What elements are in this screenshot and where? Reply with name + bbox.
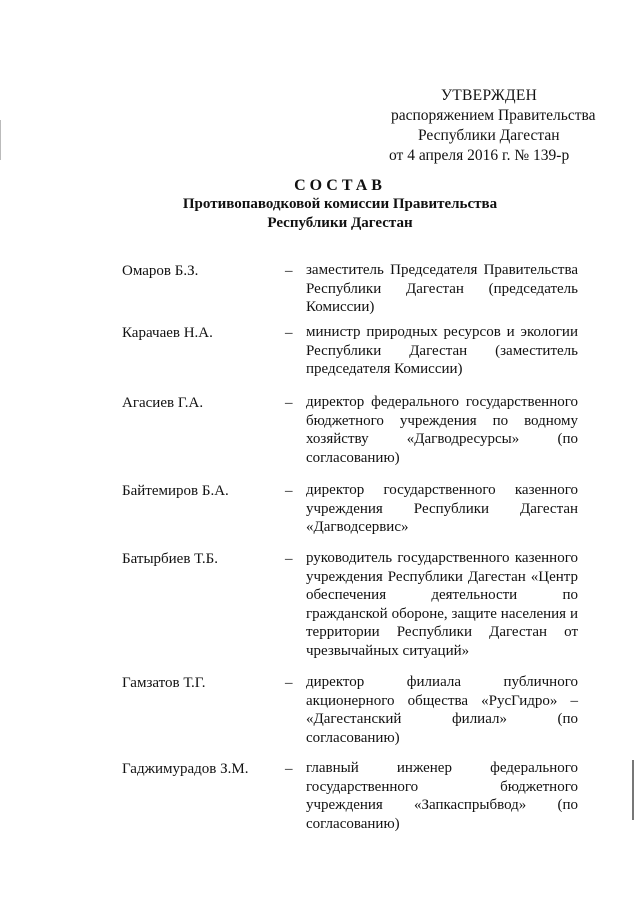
member-dash: – <box>285 761 293 777</box>
member-name: Омаров Б.З. <box>122 263 199 279</box>
approval-line-order: распоряжением Правительства <box>391 107 596 124</box>
member-name: Гаджимурадов З.М. <box>122 761 249 777</box>
member-role: заместитель Председателя Правительства Республики Дагестан (председатель Комиссии) <box>306 262 578 315</box>
member-role: главный инженер федерального государственного бюджетного учреждения «Запкаспрыбвод» (по согласованию) <box>306 760 578 832</box>
member-role: директор филиала публичного акционерного общества «РусГидро» – «Дагестанский филиал» (по согласованию) <box>306 674 578 746</box>
approval-line-republic: Республики Дагестан <box>418 127 560 144</box>
member-role: руководитель государственного казенного учреждения Республики Дагестан «Центр обеспечения деятельности по гражданской обороне, защите населения и территории Республики Дагестан от чрезвычайных ситуаций» <box>306 550 578 659</box>
title-line-commission: Противопаводковой комиссии Правительства <box>182 196 498 212</box>
member-name: Гамзатов Т.Г. <box>122 675 206 691</box>
member-name: Батырбиев Т.Б. <box>122 551 218 567</box>
title-line-republic: Республики Дагестан <box>267 215 413 231</box>
member-dash: – <box>285 675 293 691</box>
member-dash: – <box>285 395 293 411</box>
scan-edge-mark <box>632 760 634 820</box>
member-dash: – <box>285 551 293 567</box>
member-role: директор федерального государственного бюджетного учреждения по водному хозяйству «Дагводресурсы» (по согласованию) <box>306 394 578 466</box>
title-heading: СОСТАВ <box>294 177 386 194</box>
member-dash: – <box>285 325 293 341</box>
approval-line-date: от 4 апреля 2016 г. № 139-р <box>389 147 570 164</box>
member-dash: – <box>285 263 293 279</box>
document-title <box>0 176 640 233</box>
member-name: Байтемиров Б.А. <box>122 483 229 499</box>
approval-title: УТВЕРЖДЕН <box>441 87 538 104</box>
member-name: Агасиев Г.А. <box>122 395 204 411</box>
member-dash: – <box>285 483 293 499</box>
member-role: министр природных ресурсов и экологии Республики Дагестан (заместитель председателя Комиссии) <box>306 324 578 377</box>
approval-stamp <box>388 86 618 166</box>
member-name: Карачаев Н.А. <box>122 325 213 341</box>
scan-edge-mark <box>0 120 1 160</box>
member-role: директор государственного казенного учреждения Республики Дагестан «Дагводсервис» <box>306 482 578 535</box>
